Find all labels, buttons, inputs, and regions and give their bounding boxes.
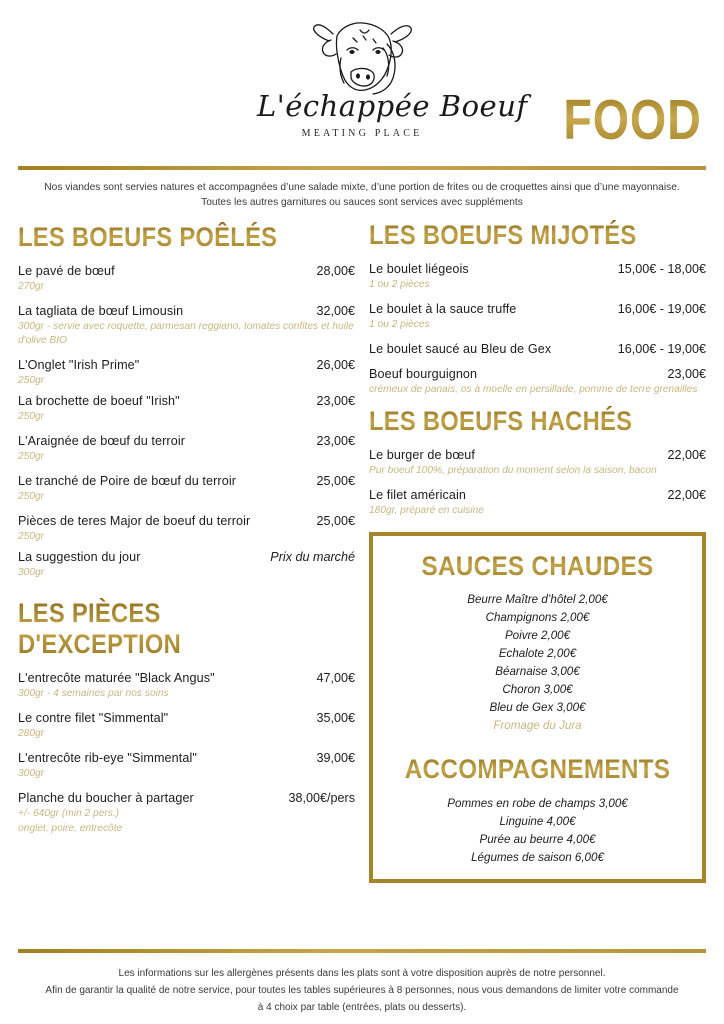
section-title-haches: LES BOEUFS HACHÉS — [369, 406, 666, 437]
menu-item — [18, 750, 355, 781]
menu-item — [18, 393, 355, 424]
footer-line-3: à 4 choix par table (entrées, plats ou desserts). — [257, 1002, 467, 1013]
item-name: La brochette de boeuf "Irish" — [18, 394, 180, 409]
item-price: 15,00€ - 18,00€ — [617, 262, 706, 277]
item-price: Prix du marché — [270, 550, 355, 565]
item-price: 16,00€ - 19,00€ — [617, 302, 706, 317]
item-name: Planche du boucher à partager — [18, 791, 194, 806]
menu-header — [18, 0, 706, 166]
accompagnement-item: Linguine 4,00€ — [499, 814, 576, 828]
item-description: 1 ou 2 pièces — [369, 279, 430, 291]
item-name: L'entrecôte rib-eye "Simmental" — [18, 751, 197, 766]
item-name: Le filet américain — [369, 488, 466, 503]
item-description: 1 ou 2 pièces — [369, 319, 430, 331]
menu-item — [18, 670, 355, 701]
sauce-item: Poivre 2,00€ — [504, 629, 571, 643]
item-name: Boeuf bourguignon — [369, 367, 478, 382]
section-title-sauces: SAUCES CHAUDES — [398, 550, 676, 582]
item-description: +/- 640gr (min 2 pers.) — [18, 808, 120, 820]
sauce-item: Echalote 2,00€ — [498, 647, 577, 661]
item-name: L'Onglet "Irish Prime" — [18, 358, 140, 373]
item-price: 16,00€ - 19,00€ — [617, 342, 706, 357]
menu-footer — [18, 949, 706, 1016]
footer-line-2: Afin de garantir la qualité de notre service, pour toutes les tables supérieures à 8 personnes, nous vous demandons de limiter votre commande — [45, 985, 679, 996]
item-description: 300gr - 4 semaines par nos soins — [18, 688, 169, 700]
item-name: La tagliata de bœuf Limousin — [18, 304, 184, 319]
menu-item — [18, 710, 355, 741]
item-name: Le boulet liégeois — [369, 262, 469, 277]
item-name: Le burger de bœuf — [369, 448, 476, 463]
menu-column-right — [369, 218, 706, 883]
menu-item — [369, 301, 706, 332]
bottom-divider — [18, 949, 706, 953]
item-name: L'Araignée de bœuf du terroir — [18, 434, 186, 449]
accompagnement-item: Purée au beurre 4,00€ — [479, 832, 596, 846]
item-price: 22,00€ — [667, 488, 706, 503]
item-price: 35,00€ — [316, 711, 355, 726]
page-title: FOOD — [563, 88, 702, 152]
sauce-note: Fromage du Jura — [493, 719, 582, 733]
item-name: Pièces de teres Major de boeuf du terroir — [18, 514, 251, 529]
menu-item — [18, 263, 355, 294]
footer-line-1: Les informations sur les allergènes présents dans les plats sont à votre disposition auprès de notre personnel. — [118, 968, 606, 979]
menu-item — [369, 366, 706, 397]
brand-tagline: MEATING PLACE — [301, 128, 423, 139]
item-description-secondary: onglet, poire, entrecôte — [18, 823, 123, 835]
menu-item — [18, 303, 355, 348]
item-description: 300gr - servie avec roquette, parmesan reggiano, tomates confites et huile d'olive BIO — [18, 321, 354, 347]
intro-line-2: Toutes les autres garnitures ou sauces sont services avec suppléments — [201, 197, 523, 208]
item-description: crémeux de panais, os à moelle en persillade, pomme de terre grenailles — [369, 384, 698, 396]
item-price: 32,00€ — [316, 304, 355, 319]
menu-column-left — [18, 218, 355, 883]
item-description: Pur boeuf 100%, préparation du moment selon la saison, bacon — [369, 465, 657, 477]
menu-item — [369, 261, 706, 292]
item-price: 25,00€ — [316, 514, 355, 529]
top-divider — [18, 166, 706, 170]
item-description: 250gr — [18, 451, 45, 463]
item-name: Le pavé de bœuf — [18, 264, 115, 279]
section-title-poeles: LES BOEUFS POÊLÉS — [18, 222, 315, 253]
menu-columns — [18, 218, 706, 883]
section-title-accompagnements: ACCOMPAGNEMENTS — [398, 753, 676, 785]
item-name: Le boulet saucé au Bleu de Gex — [369, 342, 552, 357]
menu-item — [18, 549, 355, 580]
item-price: 23,00€ — [316, 434, 355, 449]
menu-item — [18, 473, 355, 504]
menu-item — [18, 357, 355, 388]
item-price: 25,00€ — [316, 474, 355, 489]
item-name: La suggestion du jour — [18, 550, 141, 565]
sauce-item: Bleu de Gex 3,00€ — [489, 701, 586, 715]
restaurant-logo — [257, 14, 528, 139]
sauce-item: Choron 3,00€ — [502, 683, 573, 697]
menu-item — [18, 513, 355, 544]
intro-text — [18, 180, 706, 218]
item-price: 38,00€/pers — [288, 791, 355, 806]
item-price: 47,00€ — [316, 671, 355, 686]
accompagnement-item: Légumes de saison 6,00€ — [471, 850, 604, 864]
item-price: 22,00€ — [667, 448, 706, 463]
item-name: Le boulet à la sauce truffe — [369, 302, 517, 317]
sauce-item: Champignons 2,00€ — [485, 611, 590, 625]
item-description: 300gr — [18, 567, 45, 579]
accompagnement-item: Pommes en robe de champs 3,00€ — [447, 796, 628, 810]
item-price: 28,00€ — [316, 264, 355, 279]
item-description: 300gr — [18, 768, 45, 780]
item-description: 180gr, préparé en cuisine — [369, 505, 484, 517]
menu-item — [18, 790, 355, 836]
cow-head-icon — [303, 14, 421, 96]
section-title-exception: LES PIÈCES D'EXCEPTION — [18, 598, 315, 660]
menu-item — [18, 433, 355, 464]
intro-line-1: Nos viandes sont servies natures et accompagnées d’une salade mixte, d’une portion de frites ou de croquettes ainsi que d’une mayonnaise. — [44, 182, 680, 193]
item-description: 270gr — [18, 281, 45, 293]
item-name: L'entrecôte maturée "Black Angus" — [18, 671, 215, 686]
sauce-item: Beurre Maître d’hôtel 2,00€ — [467, 593, 608, 607]
item-description: 250gr — [18, 531, 45, 543]
item-description: 250gr — [18, 375, 45, 387]
brand-script-name: L'échappée Boeuf — [257, 89, 528, 123]
item-description: 280gr — [18, 728, 45, 740]
menu-item — [369, 341, 706, 357]
item-price: 23,00€ — [667, 367, 706, 382]
item-price: 23,00€ — [316, 394, 355, 409]
sauces-accompagnements-box — [369, 532, 706, 883]
item-price: 26,00€ — [316, 358, 355, 373]
menu-item — [369, 447, 706, 478]
menu-item — [369, 487, 706, 518]
item-description: 250gr — [18, 411, 45, 423]
item-name: Le tranché de Poire de bœuf du terroir — [18, 474, 237, 489]
item-name: Le contre filet "Simmental" — [18, 711, 169, 726]
section-title-mijotes: LES BOEUFS MIJOTÉS — [369, 220, 666, 251]
item-description: 250gr — [18, 491, 45, 503]
sauce-item: Béarnaise 3,00€ — [495, 665, 580, 679]
item-price: 39,00€ — [316, 751, 355, 766]
